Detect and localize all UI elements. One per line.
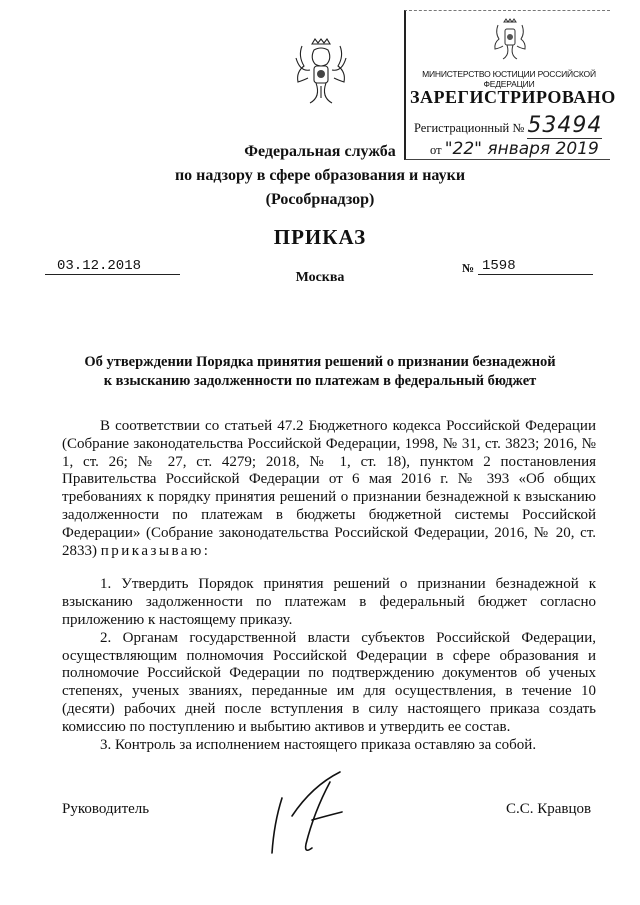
- registration-stamp: [404, 10, 616, 160]
- order-number-label: №: [462, 261, 475, 275]
- order-subject: [40, 353, 600, 391]
- stamp-registered-label: ЗАРЕГИСТРИРОВАНО: [410, 87, 616, 107]
- signer-position: Руководитель: [62, 801, 150, 817]
- agency-name-line1: Федеральная служба: [244, 143, 396, 160]
- order-city: Москва: [295, 270, 345, 285]
- preamble-paragraph: [62, 418, 596, 560]
- stamp-reg-label: Регистрационный №: [414, 121, 525, 135]
- stamp-reg-number: 53494: [527, 113, 603, 138]
- stamp-emblem-icon: [490, 17, 530, 63]
- subject-line1: Об утверждении Порядка принятия решений о признании безнадежной: [84, 354, 556, 370]
- stamp-ministry-name: МИНИСТЕРСТВО ЮСТИЦИИ РОССИЙСКОЙ ФЕДЕРАЦИИ: [422, 69, 596, 89]
- signer-name: С.С. Кравцов: [506, 801, 592, 817]
- order-title: ПРИКАЗ: [273, 225, 367, 249]
- agency-name-line2: по надзору в сфере образования и науки: [174, 167, 466, 184]
- item-1: 1. Утвердить Порядок принятия решений о признании безнадежной к взысканию задолженности по платежам в федеральный бюджет согласно приложению к настоящему приказу.: [62, 576, 596, 628]
- preamble-text: В соответствии со статьей 47.2 Бюджетного кодекса Российской Федерации (Собрание законодательства Российской Федерации, 1998, № 31, ст. 3823; 2016, № 1, ст. 26; № 27, ст. 4279; 2018, № 1, ст. 18), пунктом 2 постановления Правительства Российской Федерации от 6 мая 2016 г. № 393 «Об общих требованиях к порядку принятия решений о признании безнадежной к взысканию задолженности по платежам в бюджеты бюджетной системы Российской Федерации» (Собрание законодательства Российской Федерации, 2016, № 20, ст. 2833): [62, 418, 596, 559]
- order-date: 03.12.2018: [45, 258, 180, 275]
- stamp-date-prefix: от: [430, 143, 442, 157]
- stamp-registration-line: [414, 113, 602, 138]
- agency-name-line3: (Рособрнадзор): [265, 191, 375, 208]
- item-2: 2. Органам государственной власти субъектов Российской Федерации, осуществляющим полномочия Российской Федерации в сфере образования и полномочие Российской Федерации по подтверждению документов об ученых степенях, ученых званиях, переданные им для осуществления, в течение 10 (десяти) рабочих дней после вступления в силу настоящего приказа создать комиссию по поступлению и выбытию активов и утвердить ее состав.: [62, 629, 596, 735]
- stamp-date-value: "22" января 2019: [444, 139, 599, 159]
- order-word: приказываю:: [100, 542, 211, 559]
- item-3: 3. Контроль за исполнением настоящего приказа оставляю за собой.: [100, 736, 537, 753]
- coat-of-arms-icon: [290, 36, 352, 108]
- subject-line2: к взысканию задолженности по платежам в федеральный бюджет: [103, 373, 537, 389]
- order-body: [62, 418, 596, 754]
- handwritten-signature: [252, 768, 372, 858]
- order-number: 1598: [478, 258, 593, 275]
